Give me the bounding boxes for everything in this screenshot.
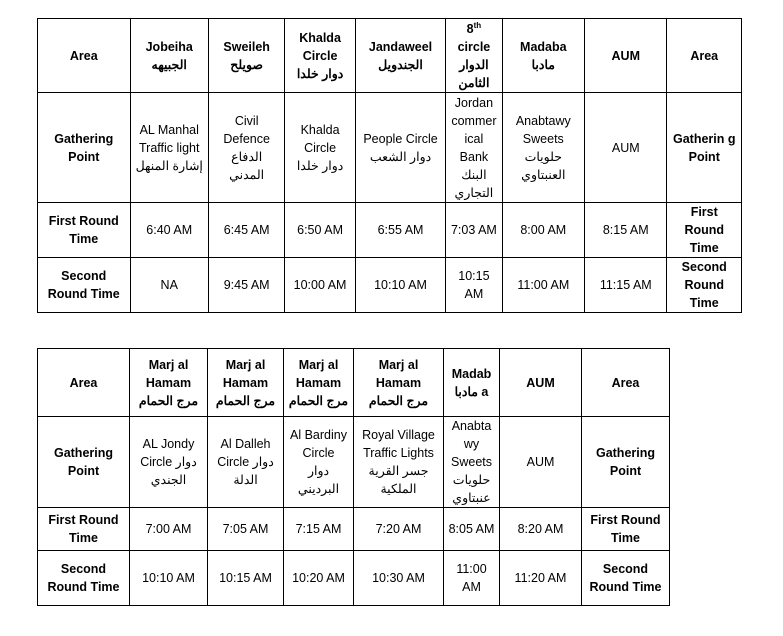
area-header-left: Area (38, 349, 130, 417)
second-round-time: 11:00 AM (502, 258, 584, 313)
gathering-cell: Al Dalleh Circle دوار الدلة (208, 417, 284, 508)
area-header-right: Area (582, 349, 670, 417)
first-round-time: 6:55 AM (355, 203, 446, 258)
first-round-row (38, 508, 670, 551)
first-round-time: 6:50 AM (285, 203, 355, 258)
schedule-table-2 (37, 348, 670, 606)
area-header-right: Area (667, 19, 742, 93)
schedule-table-1 (37, 18, 742, 313)
area-header-left: Area (38, 19, 131, 93)
gathering-cell: Anabtawy Sweets حلويات العنبتاوي (502, 93, 584, 203)
area-header-jandaweel: Jandaweel الجندويل (355, 19, 446, 93)
gathering-cell: AL Jondy Circle دوار الجندي (130, 417, 208, 508)
area-header-khalda: Khalda Circle دوار خلدا (285, 19, 355, 93)
area-header-madaba: Madab مادبا a (444, 349, 500, 417)
second-round-time: NA (130, 258, 208, 313)
second-round-row (38, 258, 742, 313)
gathering-cell: Civil Defence الدفاع المدني (208, 93, 284, 203)
area-header-aum: AUM (585, 19, 667, 93)
second-round-time: 11:00 AM (444, 551, 500, 606)
gathering-cell: Anabta wy Sweets حلويات عنبتاوي (444, 417, 500, 508)
first-round-time: 6:45 AM (208, 203, 284, 258)
second-round-time: 10:30 AM (354, 551, 444, 606)
area-header-sweileh: Sweileh صويلح (208, 19, 284, 93)
first-round-time: 7:05 AM (208, 508, 284, 551)
first-round-time: 8:20 AM (500, 508, 582, 551)
second-round-label-left: Second Round Time (38, 258, 131, 313)
second-round-label-right: Second Round Time (582, 551, 670, 606)
gathering-cell: Royal Village Traffic Lights جسر القرية الملكية (354, 417, 444, 508)
gathering-row (38, 417, 670, 508)
gathering-cell: Al Bardiny Circle دوار البرديني (284, 417, 354, 508)
first-round-label-left: First Round Time (38, 508, 130, 551)
second-round-time: 10:20 AM (284, 551, 354, 606)
first-round-time: 7:15 AM (284, 508, 354, 551)
gathering-cell: AL Manhal Traffic light إشارة المنهل (130, 93, 208, 203)
second-round-time: 11:20 AM (500, 551, 582, 606)
second-round-time: 10:15 AM (208, 551, 284, 606)
area-header-marj-1: Marj al Hamam مرج الحمام (130, 349, 208, 417)
first-round-time: 6:40 AM (130, 203, 208, 258)
gathering-label-right: Gatherin g Point (667, 93, 742, 203)
second-round-time: 11:15 AM (585, 258, 667, 313)
first-round-time: 8:05 AM (444, 508, 500, 551)
second-round-row (38, 551, 670, 606)
area-header-jobeiha: Jobeiha الجبيهه (130, 19, 208, 93)
area-header-madaba: Madaba مادبا (502, 19, 584, 93)
second-round-time: 10:00 AM (285, 258, 355, 313)
first-round-time: 7:20 AM (354, 508, 444, 551)
header-row (38, 19, 742, 93)
gathering-label-right: Gathering Point (582, 417, 670, 508)
second-round-time: 10:10 AM (355, 258, 446, 313)
gathering-row (38, 93, 742, 203)
gathering-cell: Khalda Circle دوار خلدا (285, 93, 355, 203)
second-round-time: 10:10 AM (130, 551, 208, 606)
area-header-marj-4: Marj al Hamam مرج الحمام (354, 349, 444, 417)
gathering-cell: AUM (500, 417, 582, 508)
first-round-time: 7:00 AM (130, 508, 208, 551)
first-round-label-right: First Round Time (582, 508, 670, 551)
area-header-marj-3: Marj al Hamam مرج الحمام (284, 349, 354, 417)
area-header-marj-2: Marj al Hamam مرج الحمام (208, 349, 284, 417)
second-round-time: 10:15 AM (446, 258, 502, 313)
area-header-8th-circle: 8th circle الدوار الثامن (446, 19, 502, 93)
area-header-aum: AUM (500, 349, 582, 417)
gathering-cell: Jordan commer ical Bank البنك التجاري (446, 93, 502, 203)
first-round-time: 8:00 AM (502, 203, 584, 258)
first-round-label-left: First Round Time (38, 203, 131, 258)
header-row (38, 349, 670, 417)
gathering-cell: AUM (585, 93, 667, 203)
gathering-cell: People Circle دوار الشعب (355, 93, 446, 203)
second-round-label-right: Second Round Time (667, 258, 742, 313)
first-round-label-right: First Round Time (667, 203, 742, 258)
first-round-time: 7:03 AM (446, 203, 502, 258)
second-round-time: 9:45 AM (208, 258, 284, 313)
gathering-label-left: Gathering Point (38, 417, 130, 508)
first-round-row (38, 203, 742, 258)
gathering-label-left: Gathering Point (38, 93, 131, 203)
second-round-label-left: Second Round Time (38, 551, 130, 606)
first-round-time: 8:15 AM (585, 203, 667, 258)
